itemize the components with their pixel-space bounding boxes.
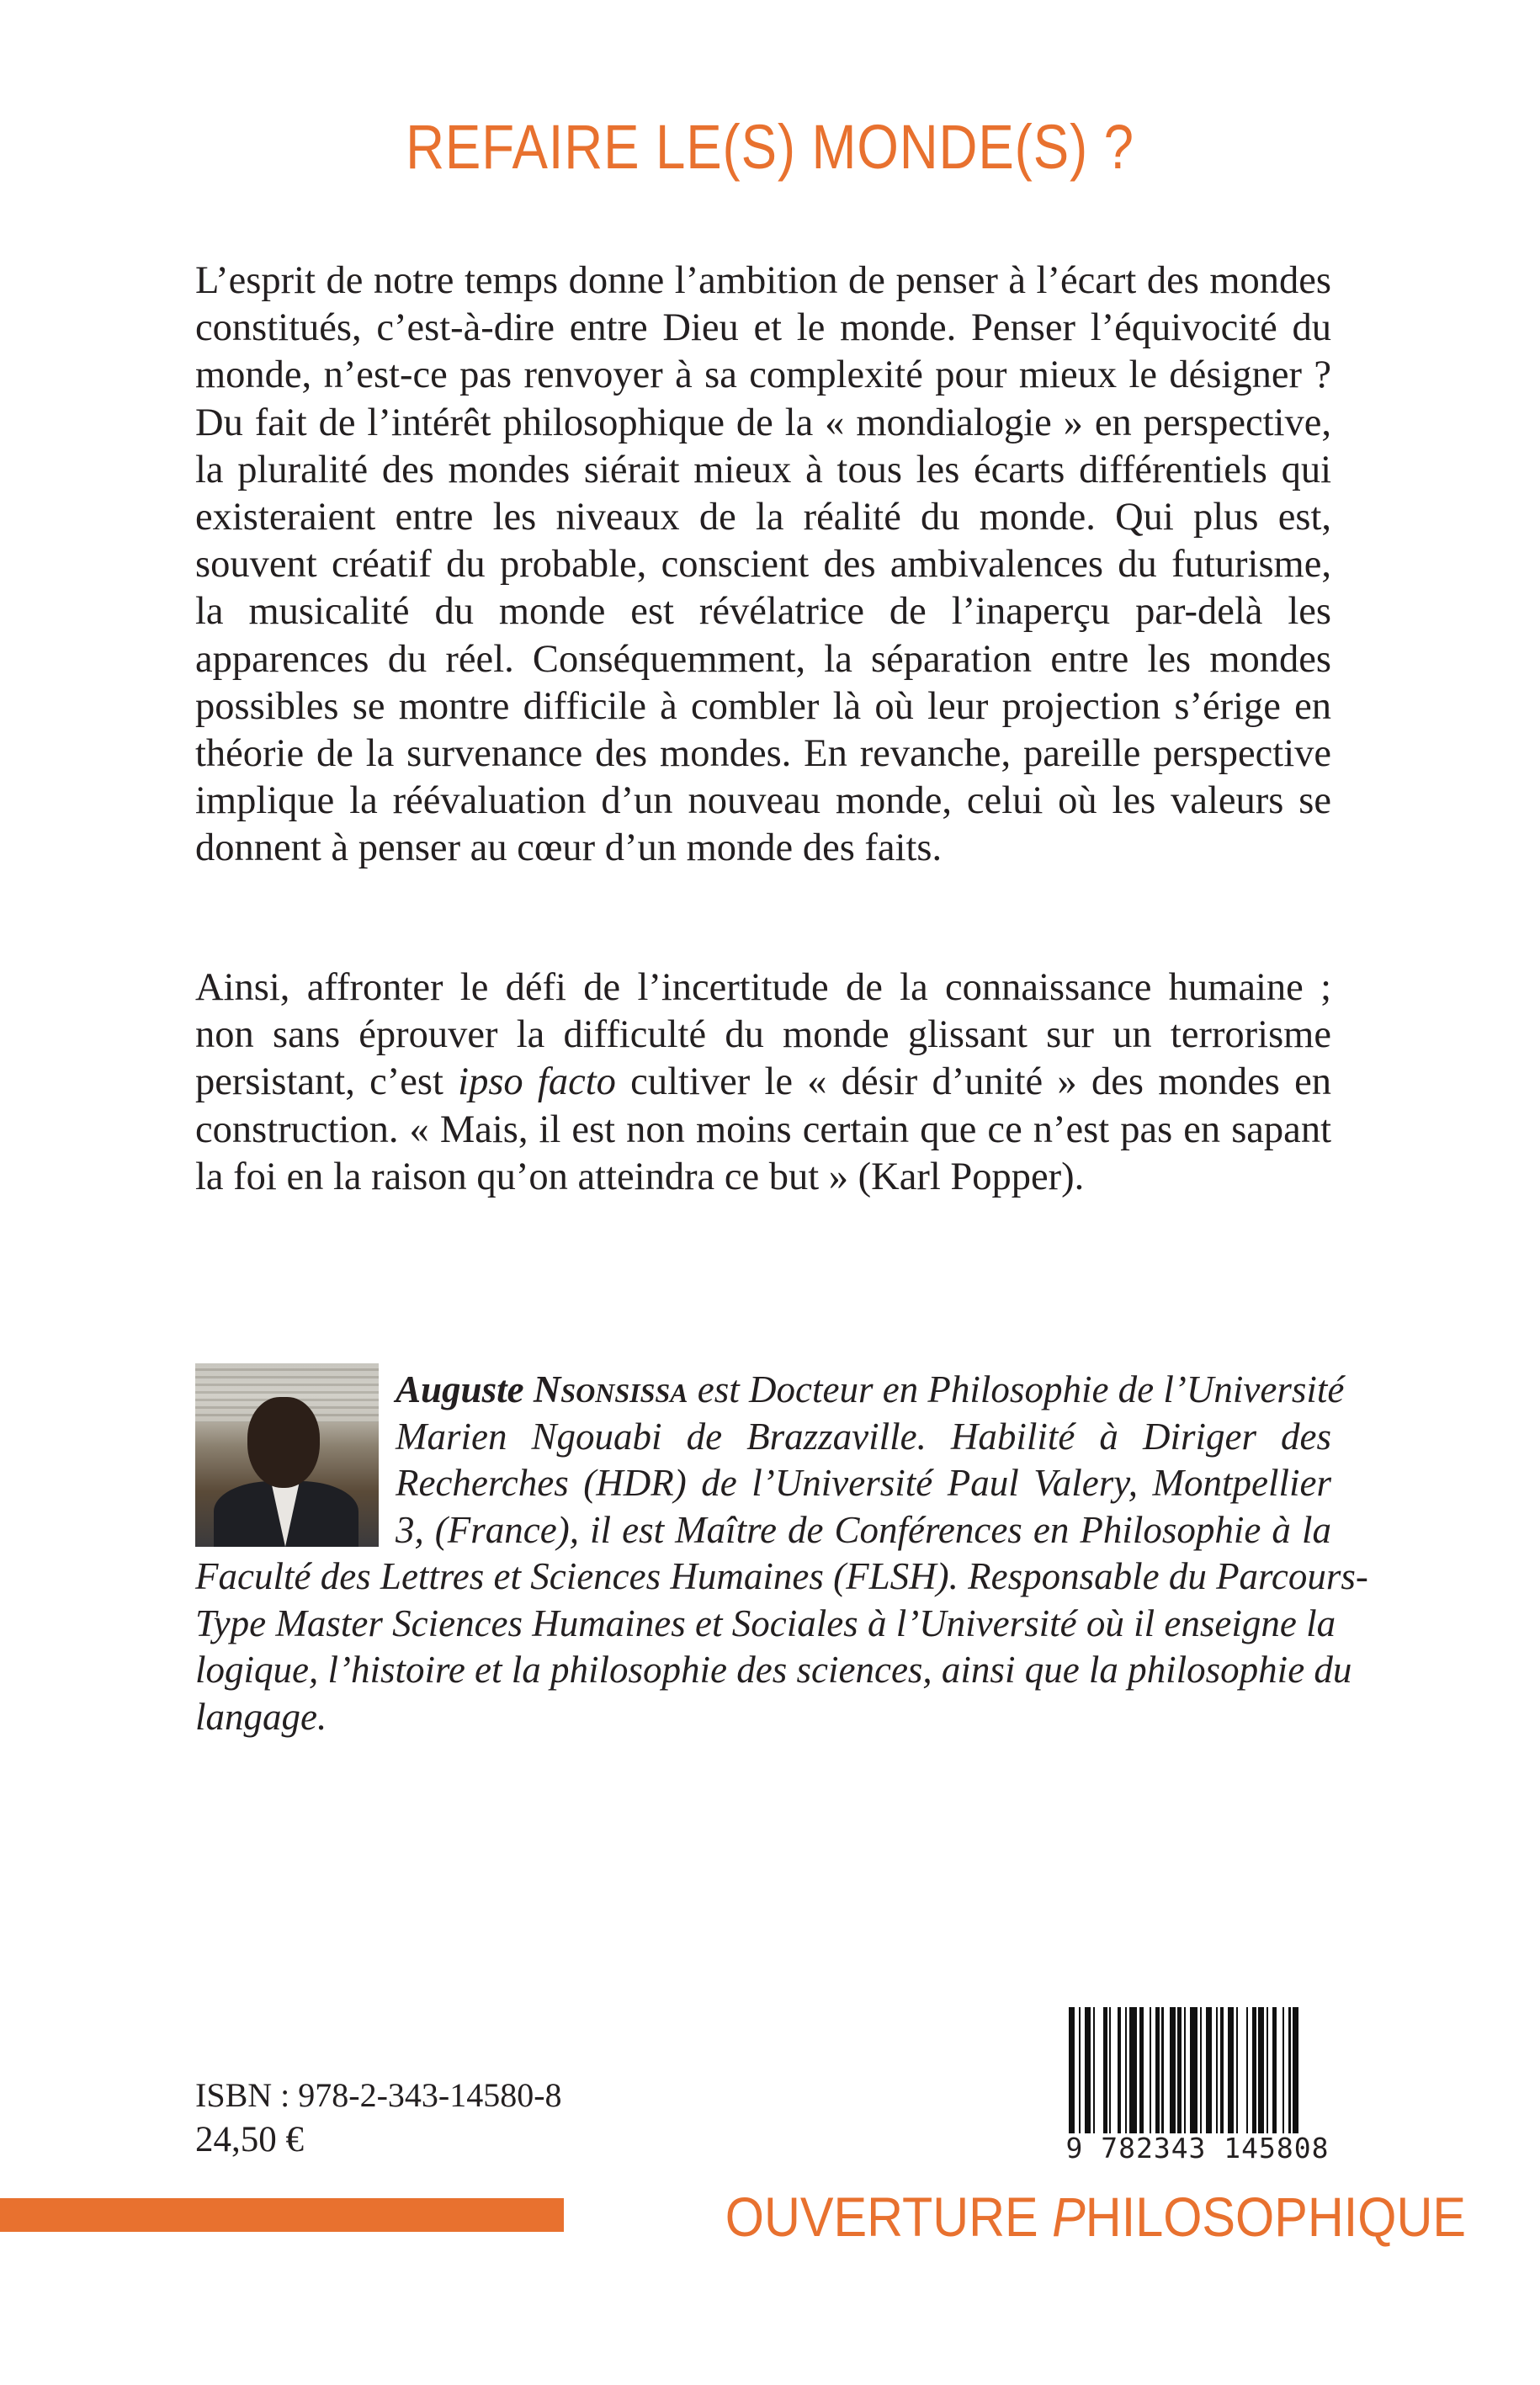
- barcode-digits: 9 782343 145808: [1065, 2132, 1330, 2165]
- author-photo: [195, 1363, 379, 1547]
- author-last-name: Nsonsissa: [533, 1368, 688, 1410]
- author-first-name: Auguste: [396, 1368, 534, 1410]
- collection-part-italic: P: [1052, 2186, 1086, 2248]
- text-line: la musicalité du monde est révélatrice de l’inaperçu par-delà les: [195, 590, 1331, 634]
- barcode-bar: [1277, 2007, 1282, 2133]
- author-name: [396, 1368, 688, 1410]
- bio-line: [396, 1367, 1345, 1414]
- collection-name: [725, 2185, 1466, 2249]
- barcode-bar: [1164, 2007, 1170, 2133]
- text-line: existeraient entre les niveaux de la réalité du monde. Qui plus est,: [195, 496, 1331, 539]
- text-line: souvent créatif du probable, conscient des ambivalences du futurisme,: [195, 543, 1331, 587]
- barcode: [1057, 2007, 1338, 2165]
- summary-paragraph-2: [195, 964, 1331, 1201]
- barcode-bar: [1190, 2007, 1198, 2133]
- text-italic-segment: ipso facto: [458, 1060, 616, 1104]
- barcode-bar: [1293, 2007, 1298, 2133]
- barcode-bar: [1095, 2007, 1103, 2133]
- barcode-bar: [1144, 2007, 1150, 2133]
- author-bio-full: [195, 1554, 1368, 1740]
- text-line: L’esprit de notre temps donne l’ambition de penser à l’écart des mondes: [195, 259, 1331, 302]
- author-bio-indented: [396, 1367, 1345, 1554]
- orange-accent-bar: [0, 2198, 564, 2232]
- text-line: monde, n’est-ce pas renvoyer à sa complexité pour mieux le désigner ?: [195, 353, 1331, 397]
- barcode-bar: [1069, 2007, 1075, 2133]
- text-line: la foi en la raison qu’on atteindra ce but » (Karl Popper).: [195, 1155, 1085, 1198]
- summary-paragraph-1: [195, 258, 1331, 873]
- text-line: [195, 1059, 1331, 1106]
- isbn-label: ISBN : 978-2-343-14580-8: [195, 2076, 562, 2114]
- barcode-bar: [1129, 2007, 1138, 2133]
- text-line: théorie de la survenance des mondes. En revanche, pareille perspective: [195, 732, 1331, 776]
- bio-line: 3, (France), il est Maître de Conférences en Philosophie à la: [396, 1508, 1331, 1551]
- text-line: construction. « Mais, il est non moins certain que ce n’est pas en sapant: [195, 1108, 1331, 1151]
- barcode-bar: [1085, 2007, 1091, 2133]
- barcode-bar: [1238, 2007, 1246, 2133]
- barcode-bars: [1069, 2007, 1330, 2133]
- text-line: non sans éprouver la difficulté du monde glissant sur un terrorisme: [195, 1013, 1331, 1057]
- book-title: REFAIRE LE(S) MONDE(S) ?: [406, 112, 1134, 182]
- text-line: donnent à penser au cœur d’un monde des faits.: [195, 826, 943, 870]
- barcode-bar: [1170, 2007, 1176, 2133]
- barcode-bar: [1206, 2007, 1212, 2133]
- text-segment: cultiver le « désir d’unité » des mondes en: [615, 1060, 1331, 1104]
- bio-line: Recherches (HDR) de l’Université Paul Valery, Montpellier: [396, 1462, 1331, 1504]
- bio-text: est Docteur en Philosophie de l’Université: [688, 1368, 1345, 1410]
- text-line: la pluralité des mondes siérait mieux à tous les écarts différentiels qui: [195, 448, 1331, 491]
- photo-face: [247, 1397, 320, 1488]
- bio-line: Type Master Sciences Humaines et Sociales à l’Université où il enseigne la: [195, 1602, 1336, 1644]
- collection-part: OUVERTURE: [725, 2186, 1053, 2248]
- collection-part: HILOSOPHIQUE: [1085, 2186, 1466, 2248]
- bio-line: Faculté des Lettres et Sciences Humaines (FLSH). Responsable du Parcours-: [195, 1555, 1368, 1597]
- bio-line: logique, l’histoire et la philosophie des sciences, ainsi que la philosophie du: [195, 1649, 1352, 1691]
- text-line: constitués, c’est-à-dire entre Dieu et le monde. Penser l’équivocité du: [195, 306, 1331, 350]
- text-line: apparences du réel. Conséquemment, la séparation entre les mondes: [195, 637, 1331, 681]
- price-label: 24,50 €: [195, 2120, 304, 2159]
- text-line: Du fait de l’intérêt philosophique de la « mondialogie » en perspective,: [195, 401, 1331, 444]
- bio-line: Marien Ngouabi de Brazzaville. Habilité à Diriger des: [396, 1415, 1331, 1458]
- barcode-bar: [1111, 2007, 1117, 2133]
- text-segment: persistant, c’est: [195, 1060, 459, 1104]
- text-line: Ainsi, affronter le défi de l’incertitude de la connaissance humaine ;: [195, 966, 1331, 1009]
- barcode-bar: [1258, 2007, 1264, 2133]
- barcode-bar: [1228, 2007, 1234, 2133]
- bio-line: langage.: [195, 1695, 327, 1738]
- barcode-bar: [1298, 2007, 1303, 2133]
- text-line: possibles se montre difficile à combler là où leur projection s’érige en: [195, 684, 1331, 728]
- text-line: implique la réévaluation d’un nouveau monde, celui où les valeurs se: [195, 779, 1331, 823]
